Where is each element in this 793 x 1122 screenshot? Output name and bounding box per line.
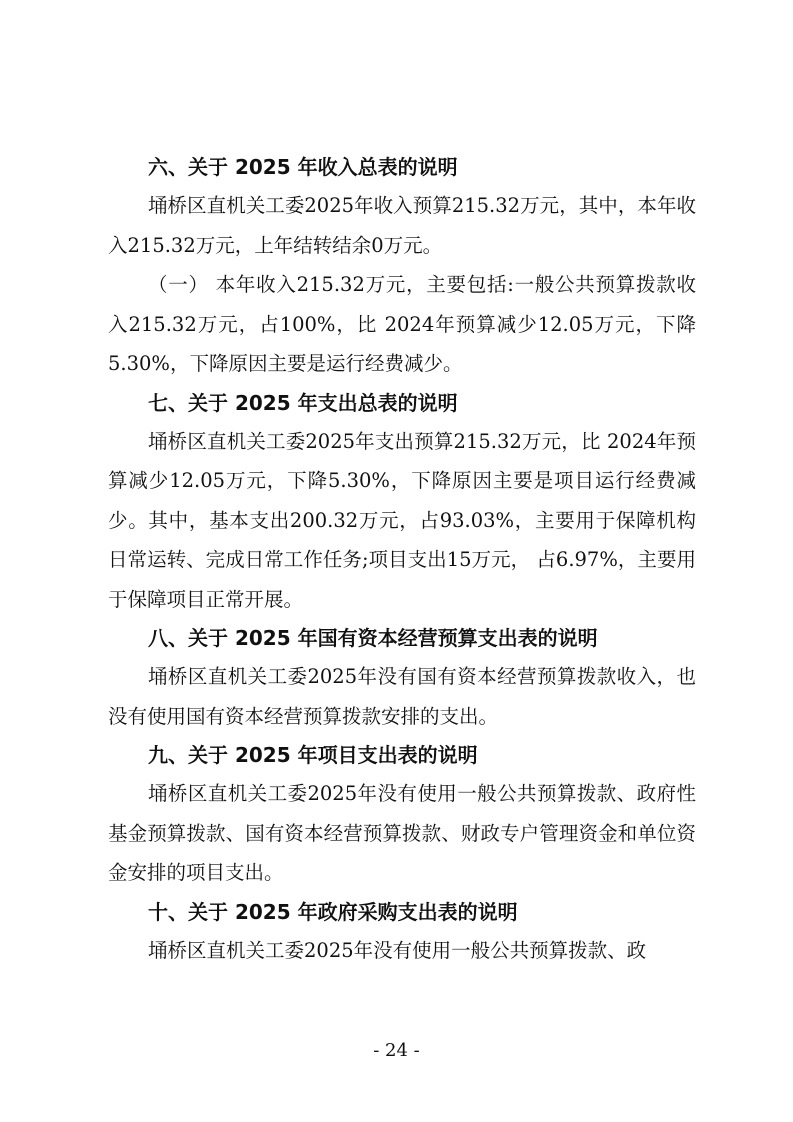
section-heading-government-procurement: 十、关于 2025 年政府采购支出表的说明	[148, 899, 518, 924]
paragraph: （一） 本年收入215.32万元，主要包括:一般公共预算拨款收入215.32万元，占100%，比 2024年预算减少12.05万元，下降5.30%，下降原因主要是运行经费减少。	[108, 273, 696, 375]
paragraph: 埇桥区直机关工委2025年没有使用一般公共预算拨款、政	[148, 938, 647, 962]
paragraph: 埇桥区直机关工委2025年没有国有资本经营预算拨款收入，也没有使用国有资本经营预算拨款安排的支出。	[108, 665, 696, 728]
section-heading-income-summary: 六、关于 2025 年收入总表的说明	[148, 155, 458, 179]
section-heading-expenditure-summary: 七、关于 2025 年支出总表的说明	[148, 390, 458, 415]
section-heading-state-capital-budget: 八、关于 2025 年国有资本经营预算支出表的说明	[148, 626, 598, 650]
paragraph: 埇桥区直机关工委2025年收入预算215.32万元，其中，本年收入215.32万元，上年结转结余0万元。	[108, 194, 696, 257]
document-body	[108, 148, 696, 970]
section-heading-project-expenditure: 九、关于 2025 年项目支出表的说明	[148, 743, 478, 767]
paragraph: 埇桥区直机关工委2025年支出预算215.32万元，比 2024年预算减少12.05万元，下降5.30%，下降原因主要是项目运行经费减少。其中，基本支出200.32万元，占93.03%，主要用于保障机构日常运转、完成日常工作任务;项目支出15万元， 占6.97%，主要用于保障项目正常开展。	[108, 429, 696, 611]
page-number: - 24 -	[373, 1040, 420, 1061]
paragraph: 埇桥区直机关工委2025年没有使用一般公共预算拨款、政府性基金预算拨款、国有资本经营预算拨款、财政专户管理资金和单位资金安排的项目支出。	[108, 782, 696, 884]
